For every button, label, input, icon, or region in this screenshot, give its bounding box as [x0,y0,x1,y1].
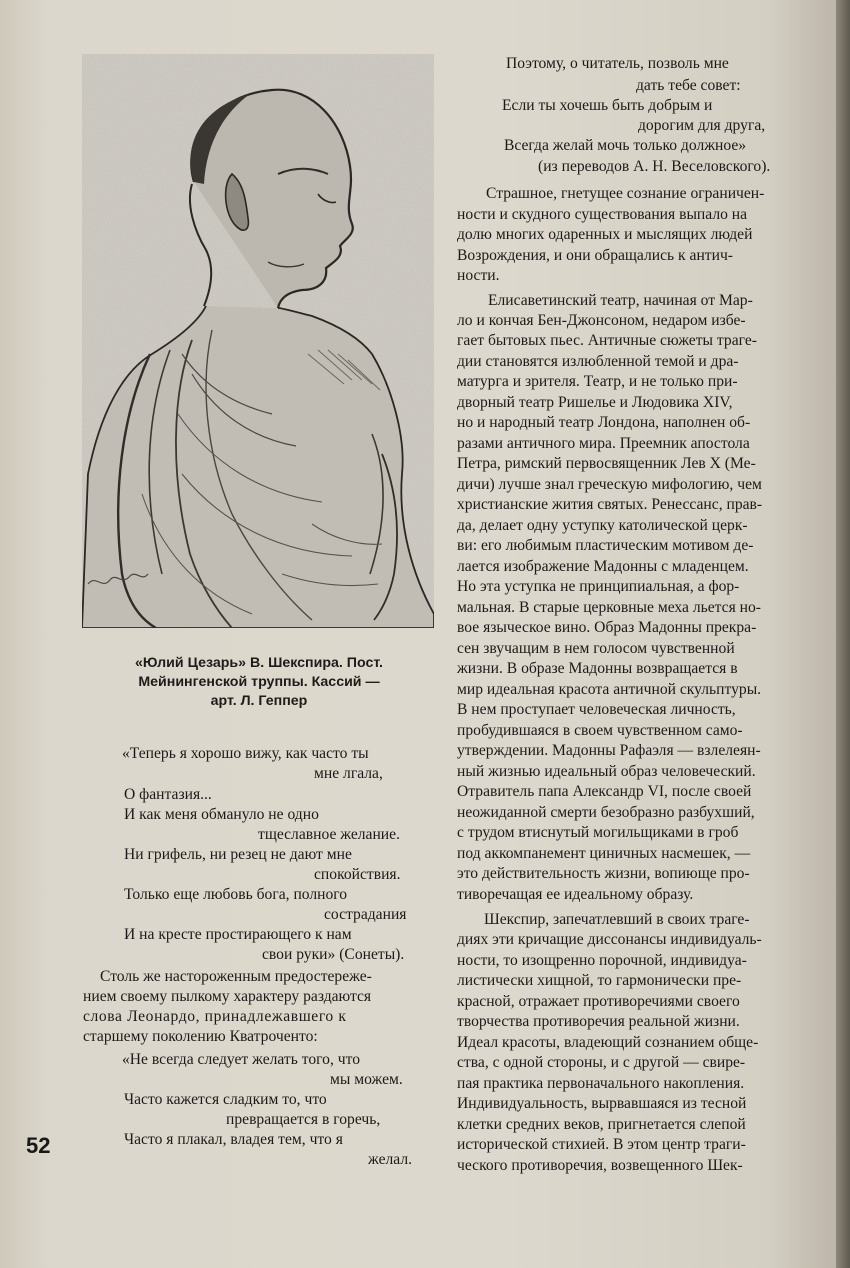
poem-line: Всегда желай мочь только должное» [504,137,747,154]
paragraph-line: клетки средних веков, пригнетается слепой [457,1116,746,1133]
paragraph-line: разами античного мира. Преемник апостола [457,435,750,452]
paragraph-line: Отравитель папа Александр VI, после своей [457,783,752,800]
poem-line: дорогим для друга, [638,117,766,134]
paragraph-line: сен звучащим в нем голосом чувственной [457,640,735,657]
poem-line: дать тебе совет: [636,77,741,94]
poem-line: спокойствия. [314,866,401,883]
paragraph-line: пая практика первоначального накопления. [457,1075,745,1092]
paragraph-line: диях эти кричащие диссонансы индивидуаль- [457,931,762,948]
poem-line: Ни грифель, ни резец не дают мне [124,846,352,863]
paragraph-line: лается изображение Мадонны с младенцем. [457,558,749,575]
poem-line: И на кресте простирающего к нам [124,926,352,943]
paragraph-line: пробудившаяся в своем чувственном само- [457,722,743,739]
poem-line: Часто я плакал, владея тем, что я [124,1131,343,1148]
caption-line: арт. Л. Геппер [210,693,308,709]
paragraph-line: слова Леонардо, принадлежавшего к [83,1008,347,1025]
page-edge [836,0,850,1268]
paragraph-line: да, делает одну уступку католической церк- [457,517,748,534]
paragraph-line: под аккомпанемент циничных насмешек, — [457,845,751,862]
paragraph-line: листически хищной, то гармонически пре- [457,972,742,989]
paragraph-line: гает бытовых пьес. Античные сюжеты траге- [457,332,757,349]
paragraph-line: утверждении. Мадонны Рафаэля — взлелеян- [457,742,761,759]
caption-line: Мейнингенской труппы. Кассий — [138,674,380,690]
poem-line: О фантазия... [124,786,212,803]
poem-line: мне лгала, [314,765,383,782]
poem-line: «Теперь я хорошо вижу, как часто ты [122,745,369,762]
paragraph-line: Идеал красоты, владеющий сознанием обще- [457,1034,759,1051]
paragraph-line: с трудом втиснутый могильщиками в гроб [457,824,739,841]
paragraph-line: Страшное, гнетущее сознание ограничен- [486,185,765,202]
poem-line: сострадания [324,906,407,923]
paragraph-line: ви: его любимым пластическим мотивом де- [457,537,754,554]
poem-line: Только еще любовь бога, полного [124,886,348,903]
paragraph-line: Елисаветинский театр, начиная от Мар- [488,292,753,309]
paragraph-line: христианские жития святых. Ренессанс, прав- [457,496,763,513]
poem-line: (из переводов А. Н. Веселовского). [538,158,771,175]
paragraph-line: ности. [457,267,500,284]
paragraph-line: старшему поколению Кватроченто: [83,1028,318,1045]
paragraph-line: долю многих одаренных и мыслящих людей [457,226,753,243]
paragraph-line: матурга и зрителя. Театр, и не только при- [457,373,738,390]
paragraph-line: ности и скудного существования выпало на [457,206,748,223]
paragraph-line: дворный театр Ришелье и Людовика XIV, [457,394,733,411]
poem-line: мы можем. [330,1071,403,1088]
poem-line: Поэтому, о читатель, позволь мне [506,55,729,72]
paragraph-line: Шекспир, запечатлевший в своих траге- [484,911,750,928]
paragraph-line: неожиданной смерти безобразно разбухший, [457,804,755,821]
paragraph-line: ный жизнью идеальный образ человеческий. [457,763,756,780]
page-number: 52 [26,1133,51,1158]
paragraph-line: мир идеальная красота античной скульптуры. [457,681,762,698]
paragraph-line: ческого противоречия, возвещенного Шек- [457,1157,743,1174]
poem-line: превращается в горечь, [226,1111,381,1128]
paragraph-line: ности, то изощренно порочной, индивидуа- [457,952,747,969]
poem-line: свои руки» (Сонеты). [262,946,405,963]
poem-line: Часто кажется сладким то, что [124,1091,327,1108]
paragraph-line: исторической стихией. В этом центр траги- [457,1136,746,1153]
paragraph-line: тиворечащая ее идеальному образу. [457,886,694,903]
paragraph-line: мальная. В старые церковные меха льется но- [457,599,761,616]
poem-line: И как меня обмануло не одно [124,806,319,823]
poem-line: тщеславное желание. [258,826,400,843]
paragraph-line: Возрождения, и они обращались к антич- [457,247,733,264]
paragraph-line: дичи) лучше знал греческую мифологию, чем [457,476,762,493]
paragraph-line: вое языческое вино. Образ Мадонны прекра- [457,619,757,636]
poem-line: желал. [368,1151,413,1168]
paragraph-line: творчества противоречия реальной жизни. [457,1013,740,1030]
paragraph-line: красной, отражает противоречиями своего [457,993,740,1010]
paragraph-line: Столь же настороженным предостереже- [100,968,372,985]
paragraph-line: Но эта уступка не принципиальная, а фор- [457,578,740,595]
paragraph-line: Индивидуальность, вырвавшаяся из тесной [457,1095,747,1112]
paragraph-line: ло и кончая Бен-Джонсоном, недаром избе- [457,312,746,329]
paragraph-line: Петра, римский первосвященник Лев X (Ме- [457,455,756,472]
paragraph-line: но и народный театр Лондона, наполнен об- [457,414,751,431]
paragraph-line: В нем проступает человеческая личность, [457,701,736,718]
paragraph-line: дии становятся излюбленной темой и дра- [457,353,739,370]
paragraph-line: ства, с одной стороны, и с другой — свире- [457,1054,746,1071]
poem-line: Если ты хочешь быть добрым и [502,97,713,114]
paragraph-line: нием своему пылкому характеру раздаются [83,988,372,1005]
poem-line: «Не всегда следует желать того, что [122,1051,361,1068]
paragraph-line: это действительность жизни, вопиюще про- [457,865,750,882]
paragraph-line: жизни. В образе Мадонны возвращается в [457,660,738,677]
caption-line: «Юлий Цезарь» В. Шекспира. Пост. [135,655,383,671]
